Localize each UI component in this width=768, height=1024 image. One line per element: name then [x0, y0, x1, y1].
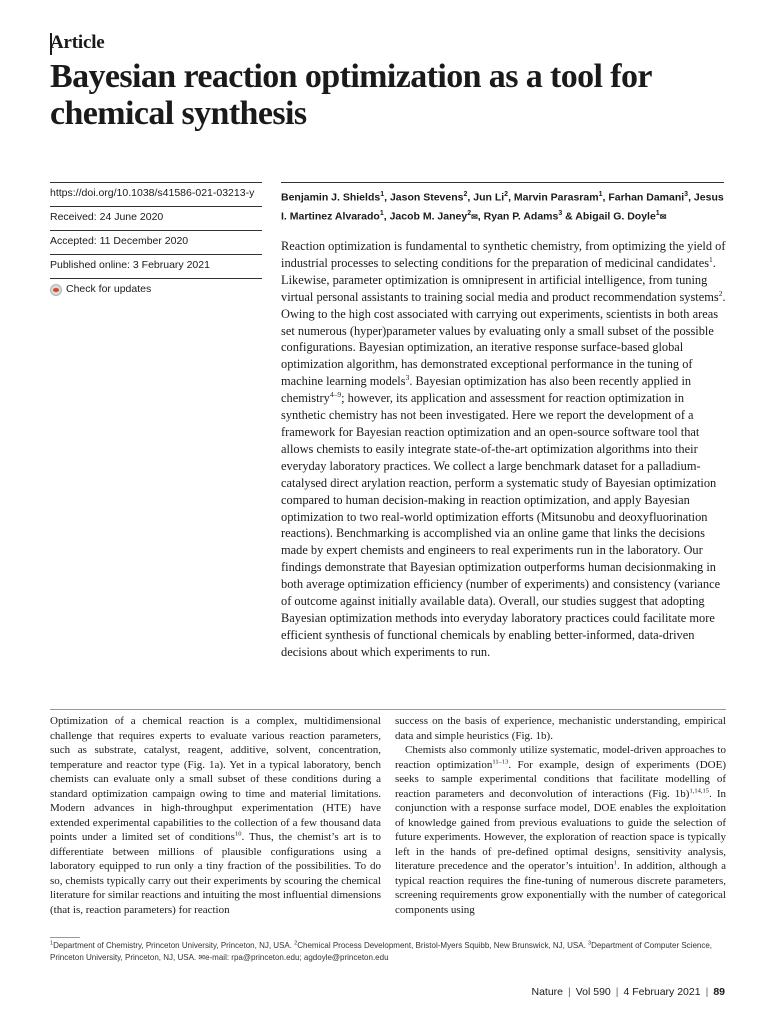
- citation-superscript[interactable]: 3: [588, 940, 592, 947]
- author-affiliation: 2: [463, 191, 468, 198]
- body-column-right: [395, 714, 726, 917]
- author-name[interactable]: Marvin Parasram: [513, 191, 599, 204]
- section-label: Article: [50, 32, 105, 53]
- text-run: ✉e-mail: rpa@princeton.edu; agdoyle@princeton.edu: [198, 953, 389, 962]
- author-name[interactable]: Jacob M. Janey: [389, 210, 468, 222]
- text-run: Chemists also commonly utilize systematic, model-driven approaches to reaction optimization: [395, 744, 726, 771]
- accepted-date: Accepted: 11 December 2020: [50, 230, 262, 254]
- text-run: ; however, its application and assessment for reaction optimization in synthetic chemistry has not been investigated. Here we report the development of a framework for Bayesian reaction optimization and an open-source software tool that allows chemists to easily integrate state-of-the-art optimization algorithms into their everyday laboratory practices. We collect a large benchmark dataset for a palladium-catalysed direct arylation reaction, perform a systematic study of Bayesian optimization compared to human decision-making in reaction optimization, and apply Bayesian optimization to two real-world optimization efforts (Mitsunobu and deoxyfluorination reactions). Benchmarking is accomplished via an online game that links the decisions made by expert chemists and engineers to real experiments run in the laboratory. Our findings demonstrate that Bayesian optimization outperforms human decisionmaking in both average optimization efficiency (number of experiments) and consistency (variance of outcome against initially available data). Overall, our studies suggest that adopting Bayesian optimization methods into everyday laboratory practices could facilitate more efficient synthesis of functional chemicals by enabling better-informed, data-driven decisions about which experiments to run.: [281, 391, 721, 659]
- citation-superscript[interactable]: 3: [405, 373, 410, 383]
- author-name[interactable]: Jun Li: [473, 191, 505, 204]
- author-name[interactable]: Farhan Damani: [608, 191, 685, 204]
- author-affiliation: 2: [504, 191, 509, 198]
- citation-superscript[interactable]: 1: [613, 859, 618, 867]
- text-run: Department of Computer Science, Princeton University, Princeton, NJ, USA.: [50, 941, 713, 962]
- check-updates-button[interactable]: [50, 283, 262, 296]
- citation-superscript[interactable]: 11–13: [492, 757, 509, 765]
- journal-volume: Vol 590: [575, 986, 611, 998]
- citation-superscript[interactable]: 2: [294, 940, 298, 947]
- text-run: Optimization of a chemical reaction is a complex, multidimensional challenge that requires experts to evaluate various reaction parameters, such as substrate, catalyst, reagent, additive, solvent, concentration, temperature and reactor type (Fig. 1a). Yet in a typical laboratory, bench chemists can evaluate only a small subset of these conditions during a standard optimization campaign owing to time and material limitations. Modern advances in high-throughput experimentation (HTE) have extended experimental capabilities to the collection of a few thousand data points under a limited set of conditions: [50, 715, 381, 843]
- issue-date: 4 February 2021: [623, 986, 701, 998]
- abstract-divider: [50, 709, 726, 710]
- check-updates-label: Check for updates: [66, 283, 152, 295]
- published-date: Published online: 3 February 2021: [50, 254, 262, 278]
- email-icon[interactable]: ✉: [659, 212, 667, 221]
- footer-separator: |: [615, 986, 619, 998]
- author-name[interactable]: Benjamin J. Shields: [281, 191, 381, 204]
- text-run: . Bayesian optimization has also been recently applied in chemistry: [281, 374, 692, 406]
- citation-superscript[interactable]: 2: [718, 288, 723, 298]
- abstract: [281, 238, 726, 661]
- journal-footer: [531, 986, 725, 998]
- author-name[interactable]: Jesus I. Martinez Alvarado: [281, 191, 724, 222]
- body-paragraph: [395, 714, 726, 743]
- footnote-rule: [50, 937, 80, 938]
- text-run: . Thus, the chemist’s art is to differentiate between millions of plausible configurations using a laboratory equipped to run only a tiny fraction of the possibilities. To do so, chemists typically carry out their experiments by scouring the chemical literature for similar reactions and intuiting the most influential dimensions (that is, reaction parameters) for reaction: [50, 831, 381, 916]
- author-affiliation: 3: [684, 191, 689, 198]
- text-run: Chemical Process Development, Bristol-Myers Squibb, New Brunswick, NJ, USA.: [297, 941, 589, 950]
- crossmark-icon: [50, 284, 62, 296]
- author-affiliation: 1: [380, 191, 385, 198]
- author-name[interactable]: Jason Stevens: [389, 191, 464, 204]
- author-affiliation: 2: [467, 209, 472, 217]
- citation-superscript[interactable]: 1,14,15: [689, 786, 709, 794]
- text-run: success on the basis of experience, mechanistic understanding, empirical data and simple heuristics (Fig. 1b).: [395, 715, 726, 742]
- citation-superscript[interactable]: 10: [234, 830, 242, 838]
- author-affiliation: 1: [598, 191, 603, 198]
- author-name[interactable]: Ryan P. Adams: [483, 210, 559, 222]
- article-meta: [50, 182, 262, 302]
- text-run: Reaction optimization is fundamental to synthetic chemistry, from optimizing the yield of industrial processes to selecting conditions for the preparation of medicinal candidates: [281, 239, 726, 270]
- article-title: Bayesian reaction optimization as a tool for chemical synthesis: [50, 58, 652, 132]
- text-run: . For example, design of experiments (DOE) seeks to sample experimental conditions that facilitate modelling of reaction parameters and deconvolution of interactions (Fig. 1b): [395, 758, 726, 800]
- footer-separator: |: [705, 986, 709, 998]
- body-paragraph: [395, 743, 726, 917]
- author-affiliation: 3: [558, 209, 563, 217]
- received-date: Received: 24 June 2020: [50, 206, 262, 230]
- author-affiliation: 1: [655, 209, 660, 217]
- text-run: . In conjunction with a response surface model, DOE enables the exploitation of knowledge gained from previous evaluations to guide the selection of future experiments. However, the exploration of reaction space is typically left in the hands of pre-defined optimal designs, sensitivity analysis, literature precedence and the operator’s intuition: [395, 787, 726, 872]
- text-run: Department of Chemistry, Princeton University, Princeton, NJ, USA.: [53, 941, 295, 950]
- affiliations-footnote: [50, 940, 730, 964]
- email-icon[interactable]: ✉: [471, 212, 478, 221]
- page-number: 89: [713, 986, 725, 998]
- text-run: . Owing to the high cost associated with carrying out experiments, scientists in both areas set numerous (hyper)parameter values by evaluating only a small subset of the possible configurations. Bayesian optimization, an iterative response surface-based global optimization algorithm, has demonstrated exceptional performance in the tuning of machine learning models: [281, 289, 726, 389]
- footer-separator: |: [568, 986, 571, 998]
- citation-superscript[interactable]: 4–9: [329, 390, 342, 400]
- citation-superscript[interactable]: 1: [50, 940, 54, 947]
- body-column-left: [50, 714, 381, 917]
- author-list: Benjamin J. Shields$^1$, Jason Stevens$^2$, Jun Li$^2$, Marvin Parasram$^1$, Farhan Damani$^3$, Jesus I. Martinez Alvarado$^1$, Jacob M. Janey$^2$✉, Ryan P. Adams$^3$ & Abigail G. Doyle$^1$✉: [281, 182, 724, 224]
- journal-name: Nature: [531, 986, 563, 998]
- doi-link[interactable]: https://doi.org/10.1038/s41586-021-03213-y: [50, 182, 262, 206]
- text-run: . Likewise, parameter optimization is omnipresent in artificial intelligence, from tuning virtual personal assistants to training social media and product recommendation systems: [281, 255, 719, 304]
- author-name[interactable]: Abigail G. Doyle: [575, 210, 656, 222]
- author-affiliation: 1: [379, 209, 384, 217]
- text-run: . In addition, although a typical reaction requires the fine-tuning of numerous discrete parameters, screening requirements grow exponentially with the number of categorical components using: [395, 860, 726, 916]
- citation-superscript[interactable]: 1: [709, 254, 713, 264]
